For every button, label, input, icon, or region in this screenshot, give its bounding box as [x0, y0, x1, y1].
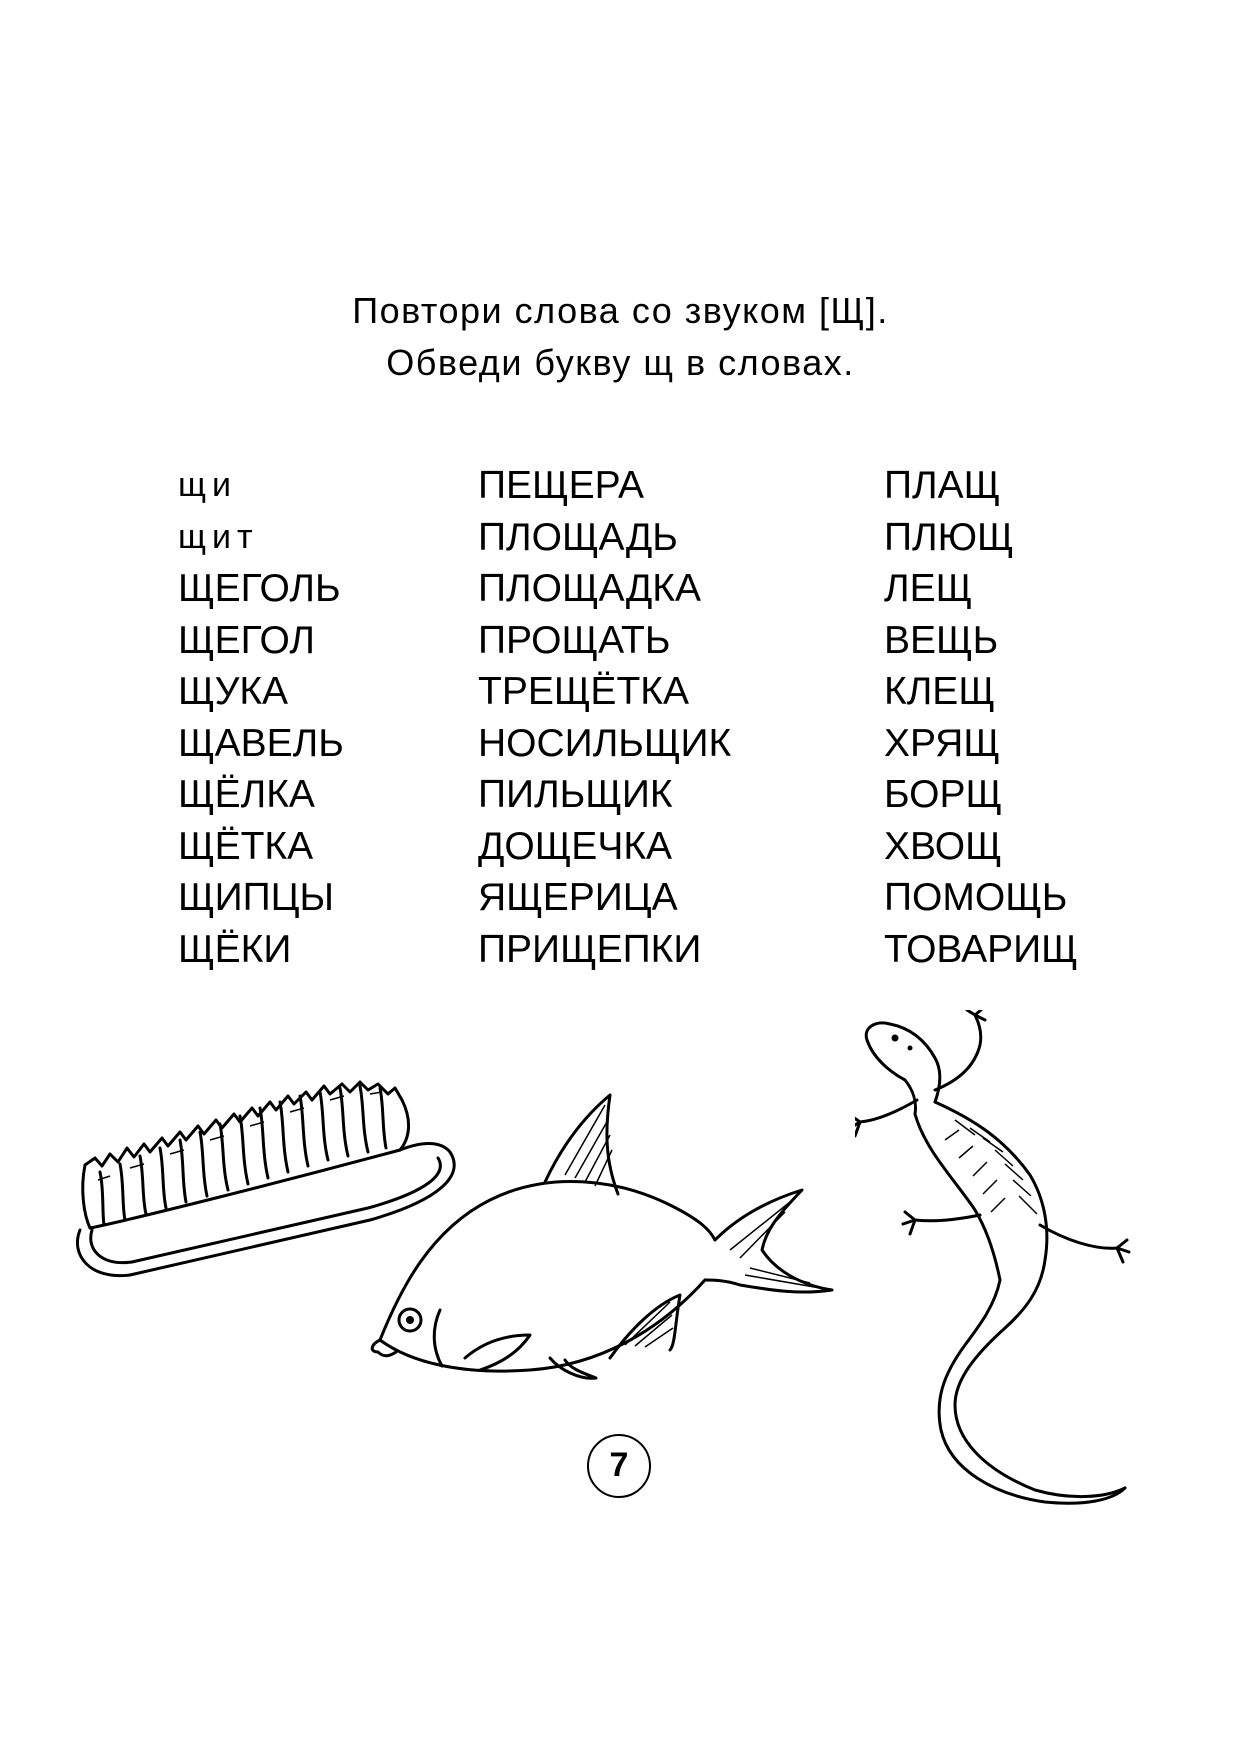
word-column-3 [884, 460, 1078, 975]
word-item: ЩЁКИ [178, 927, 292, 971]
word-item: ПЛЮЩ [884, 515, 1014, 559]
lizard-illustration [855, 1010, 1175, 1510]
word-item: ДОЩЕЧКА [478, 824, 673, 868]
word-item: ПЛОЩАДЬ [478, 515, 678, 559]
instruction-line-2: Обведи букву щ в словах. [386, 342, 855, 383]
word-item: ХРЯЩ [884, 721, 1000, 765]
word-item: ПИЛЬЩИК [478, 773, 673, 816]
word-item: щит [178, 517, 259, 556]
word-item: ПРОЩАТЬ [478, 618, 671, 662]
word-item: ПРИЩЕПКИ [478, 927, 702, 971]
page-number: 7 [587, 1434, 651, 1498]
word-column-2 [478, 460, 731, 975]
word-item: ТРЕЩЁТКА [478, 670, 689, 713]
word-item: ЩЁТКА [178, 824, 314, 868]
word-item: ЩИПЦЫ [178, 876, 334, 919]
word-item: щи [178, 466, 237, 504]
word-item: КЛЕЩ [884, 670, 995, 713]
word-item: ПЛАЩ [884, 464, 1001, 507]
word-item: ЩЕГОЛЬ [178, 567, 341, 610]
word-item: НОСИЛЬЩИК [478, 721, 732, 765]
word-item: БОРЩ [884, 773, 1003, 816]
word-item: ЯЩЕРИЦА [478, 876, 678, 919]
word-item: ХВОЩ [884, 824, 1002, 868]
word-item: ЩУКА [178, 670, 289, 713]
word-item: ЩЕГОЛ [178, 618, 315, 662]
fish-illustration [370, 1090, 840, 1390]
word-item: ЛЕЩ [884, 567, 973, 610]
word-item: ПЛОЩАДКА [478, 567, 701, 610]
word-column-1 [178, 460, 344, 975]
word-item: ЩЁЛКА [178, 773, 315, 816]
word-item: ПОМОЩЬ [884, 876, 1068, 919]
word-item: ВЕЩЬ [884, 618, 999, 662]
word-item: ПЕЩЕРА [478, 464, 645, 507]
word-item: ТОВАРИЩ [884, 927, 1078, 971]
instructions [0, 285, 1241, 389]
instruction-line-1: Повтори слова со звуком [Щ]. [352, 290, 889, 331]
word-item: ЩАВЕЛЬ [178, 721, 344, 765]
